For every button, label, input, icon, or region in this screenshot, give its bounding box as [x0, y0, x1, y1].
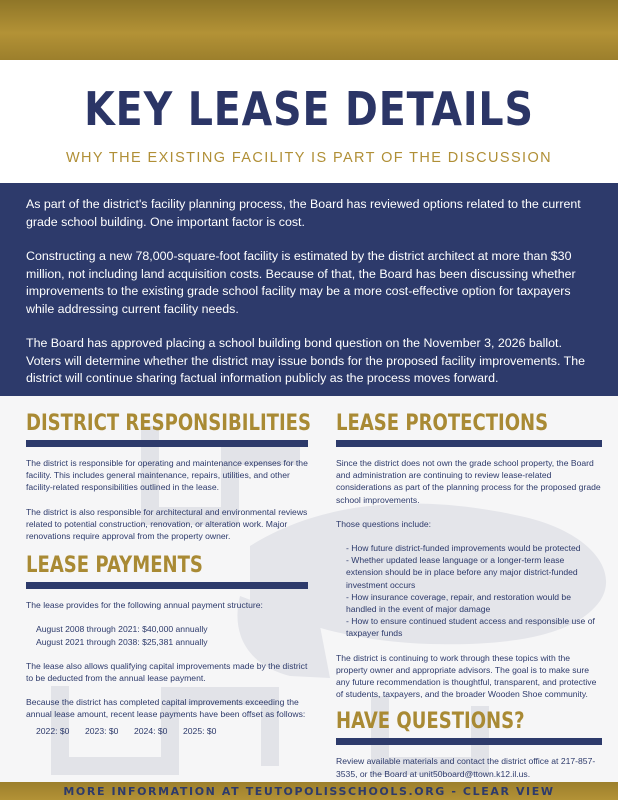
have-questions-heading: HAVE QUESTIONS? — [336, 709, 525, 735]
protections-list-item: - How future district-funded improvements would be protected — [346, 543, 581, 554]
heading-rule — [26, 440, 308, 447]
offset-amount: 2023: $0 — [85, 725, 119, 736]
heading-rule — [336, 440, 602, 447]
top-gold-band — [0, 0, 618, 60]
footer-text[interactable]: MORE INFORMATION AT TEUTOPOLISSCHOOLS.ORG - CLEAR VIEW — [63, 785, 555, 798]
intro-paragraph-2: Constructing a new 78,000-square-foot facility is estimated by the district architect at more than $30 million, not including land acquisition costs. Because of that, the Board has been discussing whether improvements to the existing grade school facility may be a more cost-effective option for taxpayers while addressing current facility needs. — [26, 249, 576, 316]
protections-paragraph-1: Since the district does not own the grade school property, the Board and administration are continuing to review lease-related considerations as part of the planning process for the proposed grade school improvements. — [336, 458, 601, 505]
questions-paragraph: Review available materials and contact the district office at 217-857-3535, or the Board at unit50board@ttown.k12.il.us. — [336, 756, 596, 779]
payments-paragraph-2: The lease also allows qualifying capital improvements made by the district to be deducted from the annual lease payment. — [26, 660, 308, 684]
offset-amount: 2025: $0 — [183, 725, 217, 736]
payment-schedule-line: August 2021 through 2038: $25,381 annually — [36, 636, 208, 647]
payments-paragraph-1: The lease provides for the following annual payment structure: — [26, 600, 263, 611]
footer-band — [0, 782, 618, 800]
payment-schedule-line: August 2008 through 2021: $40,000 annually — [36, 624, 208, 635]
payments-paragraph-3: Because the district has completed capital improvements exceeding the annual lease amount, recent lease payments have been offset as follows: — [26, 697, 306, 720]
offset-amount: 2024: $0 — [134, 725, 168, 736]
protections-list — [336, 542, 602, 640]
offset-amounts — [26, 725, 308, 737]
lease-protections-heading: LEASE PROTECTIONS — [336, 411, 549, 436]
responsibilities-paragraph-1: The district is responsible for operating and maintenance expenses for the facility. This includes general maintenance, repairs, utilities, and other facility-related responsibilities outlined in the lease. — [26, 458, 308, 493]
district-responsibilities-heading: DISTRICT RESPONSIBILITIES — [26, 411, 311, 436]
responsibilities-paragraph-2: The district is also responsible for architectural and environmental reviews related to potential construction, renovation, or alteration work. Major renovations require approval from the property owner. — [26, 506, 308, 542]
heading-rule — [336, 738, 602, 745]
protections-list-item: - How insurance coverage, repair, and restoration would be handled in the event of major damage — [346, 591, 571, 615]
protections-list-item: - Whether updated lease language or a longer-term lease extension should be in place before any major district-funded investment occurs — [346, 555, 578, 590]
protections-paragraph-3: The district is continuing to work through these topics with the property owner and appropriate advisors. The goal is to make sure any future recommendation is thoughtful, transparent, and protective of students, taxpayers, and the broader Wooden Shoe community. — [336, 652, 597, 700]
intro-paragraph-3: The Board has approved placing a school building bond question on the November 3, 2026 ballot. Voters will determine whether the district may issue bonds for the proposed facility improvements. The district will continue sharing factual information publicly as the process moves forward. — [26, 336, 585, 385]
protections-paragraph-2: Those questions include: — [336, 518, 432, 529]
details-area — [0, 396, 618, 782]
intro-paragraph-1: As part of the district's facility planning process, the Board has reviewed options related to the current grade school building. One important factor is cost. — [26, 197, 581, 229]
left-column — [26, 410, 311, 737]
payment-schedule — [26, 623, 308, 647]
lease-payments-heading: LEASE PAYMENTS — [26, 553, 203, 579]
heading-rule — [26, 582, 308, 589]
intro-panel — [0, 183, 618, 396]
page-title: KEY LEASE DETAILS — [84, 82, 534, 136]
protections-list-item: - How to ensure continued student access and responsible use of taxpayer funds — [346, 616, 595, 639]
offset-amount: 2022: $0 — [36, 725, 70, 736]
right-column — [336, 410, 602, 782]
page-subtitle: WHY THE EXISTING FACILITY IS PART OF THE DISCUSSION — [65, 150, 553, 166]
